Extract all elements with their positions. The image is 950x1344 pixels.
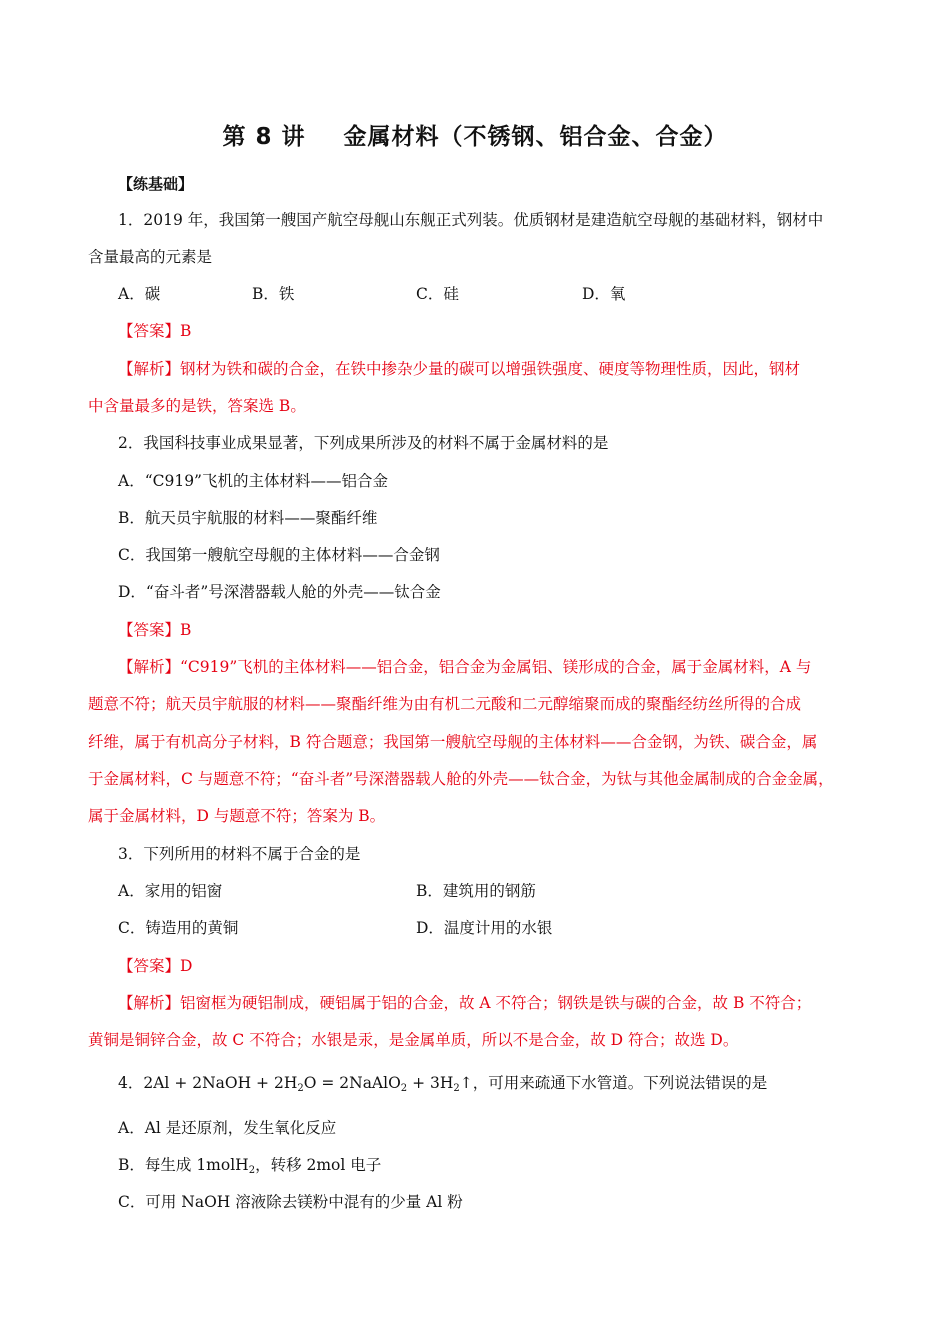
q4-option-b: B．每生成 1molH$_2$，转移 2mol 电子: [118, 1156, 382, 1176]
q4-equation: 2Al + 2NaOH + $2H_2O$ = 2NaAlO$_2$ + $3H_2↑$: [143, 1074, 473, 1094]
q4-option-c: C．可用 NaOH 溶液除去镁粉中混有的少量 Al 粉: [118, 1193, 463, 1211]
q3-option-d: D．温度计用的水银: [416, 919, 553, 937]
lesson-number: 第 8 讲: [222, 124, 306, 150]
q3-answer: 【答案】D: [118, 957, 193, 975]
q1-analysis-line1: 【解析】钢材为铁和碳的合金，在铁中掺杂少量的碳可以增强铁强度、硬度等物理性质，因此，钢材: [118, 360, 801, 378]
q3-analysis-line2: 黄铜是铜锌合金，故 C 不符合；水银是汞，是金属单质，所以不是合金，故 D 符合；故选 D。: [88, 1031, 739, 1049]
q1-option-a: A．碳: [118, 285, 161, 303]
q1-stem-line1: 1．2019 年，我国第一艘国产航空母舰山东舰正式列装。优质钢材是建造航空母舰的基础材料，钢材中: [118, 211, 824, 229]
lesson-topic: 金属材料（不锈钢、铝合金、合金）: [343, 124, 728, 150]
q1-stem-line2: 含量最高的元素是: [88, 248, 213, 266]
q2-analysis-line3: 纤维，属于有机高分子材料，B 符合题意；我国第一艘航空母舰的主体材料——合金钢，为铁、碳合金，属: [88, 733, 818, 751]
q2-option-c: C．我国第一艘航空母舰的主体材料——合金钢: [118, 546, 440, 564]
q3-option-c: C．铸造用的黄铜: [118, 919, 239, 937]
q1-option-d: D．氧: [582, 285, 626, 303]
q2-analysis-line2: 题意不符；航天员宇航服的材料——聚酯纤维为由有机二元酸和二元醇缩聚而成的聚酯经纺丝所得的合成: [88, 695, 802, 713]
q2-option-b: B．航天员宇航服的材料——聚酯纤维: [118, 509, 378, 527]
q3-stem: 3．下列所用的材料不属于合金的是: [118, 845, 361, 863]
q3-option-b: B．建筑用的钢筋: [416, 882, 536, 900]
q2-analysis-line1: 【解析】“C919”飞机的主体材料——铝合金，铝合金为金属铝、镁形成的合金，属于金属材料，A 与: [118, 658, 812, 676]
q4-stem: [118, 1072, 767, 1094]
q2-analysis-line4: 于金属材料，C 与题意不符；“奋斗者”号深潜器载人舱的外壳——钛合金，为钛与其他金属制成的合金金属，: [88, 770, 834, 788]
q1-analysis-line2: 中含量最多的是铁，答案选 B。: [88, 397, 306, 415]
q2-option-d: D．“奋斗者”号深潜器载人舱的外壳——钛合金: [118, 583, 441, 601]
page-title: [0, 118, 950, 151]
q2-analysis-line5: 属于金属材料，D 与题意不符；答案为 B。: [88, 807, 386, 825]
q4-stem-tail: ，可用来疏通下水管道。下列说法错误的是: [472, 1074, 768, 1092]
q2-option-a: A．“C919”飞机的主体材料——铝合金: [118, 472, 388, 490]
section-heading: 【练基础】: [118, 175, 194, 193]
q4-number: 4．: [118, 1074, 144, 1092]
q2-stem: 2．我国科技事业成果显著，下列成果所涉及的材料不属于金属材料的是: [118, 434, 609, 452]
q2-answer: 【答案】B: [118, 621, 192, 639]
q3-option-a: A．家用的铝窗: [118, 882, 223, 900]
q1-answer: 【答案】B: [118, 322, 192, 340]
q1-option-c: C．硅: [416, 285, 459, 303]
q4-option-a: A．Al 是还原剂，发生氧化反应: [118, 1119, 337, 1137]
q1-option-b: B．铁: [252, 285, 295, 303]
q3-analysis-line1: 【解析】铝窗框为硬铝制成，硬铝属于铝的合金，故 A 不符合；钢铁是铁与碳的合金，故 B 不符合；: [118, 994, 812, 1012]
